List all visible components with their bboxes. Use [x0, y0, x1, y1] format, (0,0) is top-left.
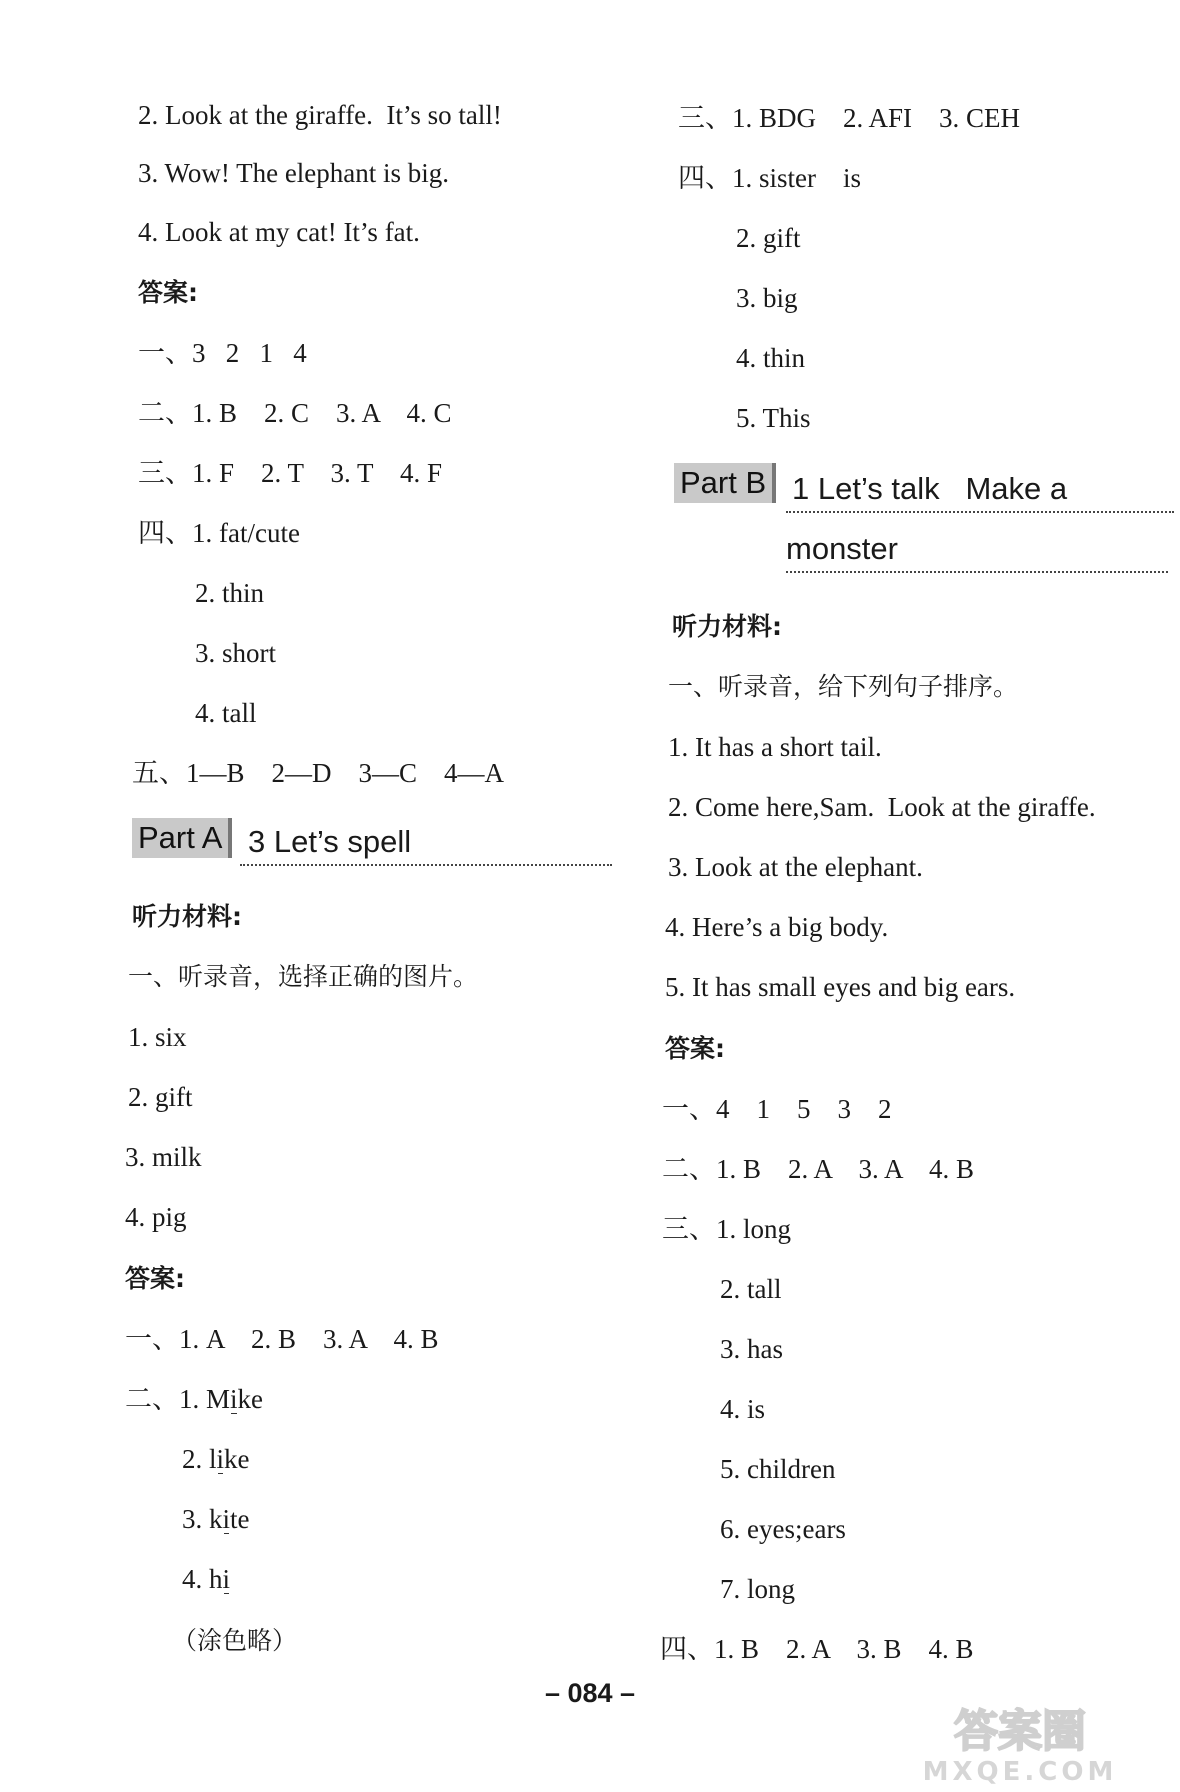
- section-title: 3 Let’s spell: [248, 824, 412, 859]
- answer-row: 一、3 2 1 4: [138, 338, 307, 368]
- answer-subitem: 3. big: [736, 283, 798, 313]
- answer-row: 一、4 1 5 3 2: [662, 1094, 892, 1124]
- listening-task: 一、听录音，给下列句子排序。: [668, 672, 1019, 701]
- listening-item: 5. It has small eyes and big ears.: [665, 972, 1016, 1002]
- listening-item: 2. gift: [128, 1082, 193, 1112]
- answer-subitem: 4. thin: [736, 343, 806, 373]
- listening-item: 1. six: [128, 1022, 187, 1052]
- page-number: – 084 –: [544, 1678, 636, 1708]
- watermark-text-bottom: MXQE.COM: [922, 1757, 1118, 1786]
- listening-task: 一、听录音，选择正确的图片。: [128, 962, 479, 991]
- dotted-rule: [240, 864, 612, 866]
- answer-row: 三、1. F 2. T 3. T 4. F: [138, 458, 443, 488]
- answer-row: 四、1. B 2. A 3. B 4. B: [660, 1634, 974, 1664]
- answer-subitem: 2. tall: [720, 1274, 782, 1304]
- section-title-line2: monster: [786, 531, 898, 566]
- section-badge: Part A: [132, 818, 232, 858]
- listening-item: 2. Come here,Sam. Look at the giraffe.: [668, 792, 1096, 822]
- answer-subitem: 3. kite: [182, 1504, 250, 1534]
- listening-heading: 听力材料:: [132, 902, 242, 931]
- underlined-letter: i: [222, 1504, 231, 1534]
- listening-item: 3. Look at the elephant.: [668, 852, 923, 882]
- answers-heading: 答案:: [665, 1034, 725, 1063]
- answer-row: 五、1—B 2—D 3—C 4—A: [132, 758, 505, 788]
- watermark-logo: [870, 1700, 1170, 1786]
- answer-subitem: 6. eyes;ears: [720, 1514, 846, 1544]
- answer-row: 三、1. BDG 2. AFI 3. CEH: [678, 103, 1021, 133]
- watermark-text-top: 答案圈: [954, 1706, 1086, 1757]
- answer-subitem: 7. long: [720, 1574, 796, 1604]
- listening-line: 3. Wow! The elephant is big.: [138, 158, 450, 188]
- listening-heading: 听力材料:: [672, 612, 782, 641]
- answer-subitem: 5. children: [720, 1454, 836, 1484]
- answer-subitem: 2. gift: [736, 223, 801, 253]
- listening-line: 4. Look at my cat! It’s fat.: [138, 217, 420, 247]
- listening-item: 1. It has a short tail.: [668, 732, 882, 762]
- listening-item: 4. pig: [125, 1202, 187, 1232]
- listening-line: 2. Look at the giraffe. It’s so tall!: [138, 100, 502, 130]
- answer-row: 四、1. sister is: [678, 163, 862, 193]
- answer-row: 四、1. fat/cute: [138, 518, 300, 548]
- dotted-rule: [786, 511, 1174, 513]
- underlined-letter: i: [230, 1384, 238, 1414]
- underlined-letter: i: [216, 1444, 225, 1474]
- section-badge: Part B: [674, 463, 776, 503]
- answer-subitem: 4. tall: [195, 698, 257, 728]
- section-header-part-b: [674, 463, 1174, 573]
- answers-heading: 答案:: [125, 1264, 185, 1293]
- answer-subitem: 3. has: [720, 1334, 783, 1364]
- answer-subitem: 2. thin: [195, 578, 265, 608]
- dotted-rule: [786, 571, 1168, 573]
- answer-row: 三、1. long: [662, 1214, 792, 1244]
- listening-item: 4. Here’s a big body.: [665, 912, 889, 942]
- answer-row: 二、1. B 2. C 3. A 4. C: [138, 398, 452, 428]
- answer-row: 一、1. A 2. B 3. A 4. B: [125, 1324, 439, 1354]
- section-header-part-a: [132, 818, 612, 862]
- section-title: 1 Let’s talk Make a: [792, 471, 1068, 506]
- answer-subitem: 5. This: [736, 403, 811, 433]
- answers-heading: 答案:: [138, 278, 198, 307]
- answer-subitem: 4. hi: [182, 1564, 231, 1594]
- answer-subitem: 3. short: [195, 638, 276, 668]
- answer-subitem: 4. is: [720, 1394, 766, 1424]
- answer-subitem: 2. like: [182, 1444, 250, 1474]
- answer-row: 二、1. Mike: [125, 1384, 264, 1414]
- note: （涂色略）: [172, 1626, 298, 1655]
- listening-item: 3. milk: [125, 1142, 202, 1172]
- underlined-letter: i: [222, 1564, 231, 1594]
- answer-row: 二、1. B 2. A 3. A 4. B: [662, 1154, 975, 1184]
